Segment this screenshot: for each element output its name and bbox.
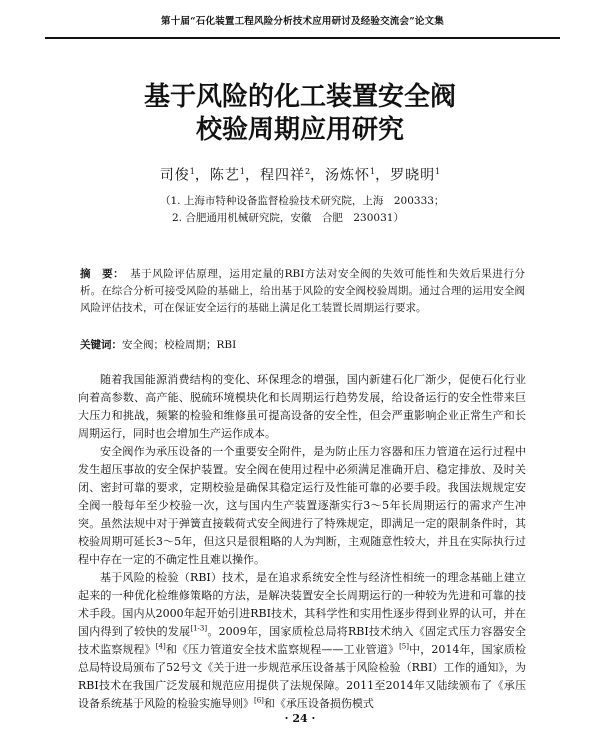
author-sep: ， xyxy=(194,167,210,184)
abstract xyxy=(80,266,525,317)
author-affil-mark: 1 xyxy=(189,167,195,176)
affiliation-2: 2. 合肥通用机械研究院，安徽 合肥 230031） xyxy=(172,212,404,224)
author-sep: ， xyxy=(244,167,260,184)
author-name: 陈艺 xyxy=(209,167,240,184)
author-name: 罗晓明 xyxy=(390,167,436,184)
author-sep: ， xyxy=(375,167,391,184)
page-number: · 24 · xyxy=(284,712,316,725)
citation-ref: [4] xyxy=(155,642,166,651)
citation-ref: [6] xyxy=(254,696,264,705)
paragraph-text: 基于风险的检验（RBI）技术，是在追求系统安全性与经济性相统一的理念基础上建立起来的一种优化检维修策略的方法，是解决装置安全长周期运行的一种较为先进和可靠的技术手段。国内从2000年起开始引进RBI技术，其科学性和实用性逐步得到业界的认可，并在国内得到了较快的发展 xyxy=(78,571,526,638)
author-affil-mark: 1 xyxy=(435,167,441,176)
running-header: 第十届“石化装置工程风险分析技术应用研讨及经验交流会”论文集 xyxy=(161,16,444,27)
keywords-label: 关键词： xyxy=(80,339,122,351)
keywords xyxy=(80,338,525,352)
author-name: 汤炼怀 xyxy=(325,167,371,184)
author-affil-mark: 1 xyxy=(370,167,376,176)
paragraph-text: 。2009年，国家质检总局将RBI技术纳入《固定式压力容器安全技术监察规程》 xyxy=(78,625,526,656)
author-list xyxy=(100,163,500,185)
abstract-label: 摘 要： xyxy=(80,268,125,280)
affiliation-1: （1. 上海市特种设备监督检验技术研究院，上海 200333； xyxy=(160,195,445,207)
citation-ref: [5] xyxy=(399,642,409,651)
paragraph: 随着我国能源消费结构的变化、环保理念的增强，国内新建石化厂渐少，促使石化行业向着高参数、高产能、脱硫环境模块化和长周期运行趋势发展，给设备运行的安全性带来巨大压力和挑战，频繁的检验和维修虽可提高设备的安全性，但会严重影响企业正常生产和长周期运行，同时也会增加生产运作成本。 xyxy=(78,373,526,440)
paragraph xyxy=(78,569,526,713)
author-affil-mark: 2 xyxy=(304,167,311,176)
author-affil-mark: 1 xyxy=(239,167,245,176)
abstract-text: 基于风险评估原理，运用定量的RBI方法对安全阀的失效可能性和失效后果进行分析。在综合分析可接受风险的基础上，给出基于风险的安全阀校验周期。通过合理的运用安全阀风险评估技术，可在保证安全运行的基础上满足化工装置长周期运行要求。 xyxy=(80,268,525,314)
body-text xyxy=(78,371,526,713)
title-line-1: 基于风险的化工装置安全阀 xyxy=(143,82,456,112)
paper-title xyxy=(70,81,530,147)
paragraph-text: 和《压力管道安全技术监察规程——工业管道》 xyxy=(165,643,400,656)
title-line-2: 校验周期应用研究 xyxy=(195,115,404,145)
paragraph: 安全阀作为承压设备的一个重要安全附件，是为防止压力容器和压力管道在运行过程中发生超压事故的安全保护装置。安全阀在使用过程中必须满足准确开启、稳定排放、及时关闭、密封可靠的要求，定期校验是确保其稳定运行及性能可靠的必要手段。我国法规规定安全阀一般每年至少校验一次，这与国内生产装置逐渐实行3～5年长周期运行的需求产生冲突。虽然法规中对于弹簧直接载荷式安全阀进行了特殊规定，即满足一定的限制条件时，其校验周期可延长3～5年，但这只是很粗略的人为判断，主观随意性较大，并且在实际执行过程中存在一定的不确定性且难以操作。 xyxy=(78,445,526,566)
paragraph-text: 中，2014年，国家质检总局特设局颁布了52号文《关于进一步规范承压设备基于风险检验（RBI）工作的通知》，为RBI技术在我国广泛发展和规范应用提供了法规保障。2011至2014年又陆续颁布了《承压设备系统基于风险的检验实施导则》 xyxy=(78,643,527,710)
author-sep: ， xyxy=(310,167,326,184)
paragraph-text: 和《承压设备损伤模式 xyxy=(263,697,374,710)
author-name: 程四祥 xyxy=(259,167,305,184)
citation-ref: [1-3] xyxy=(190,624,208,633)
keywords-text: 安全阀；校检周期；RBI xyxy=(122,339,237,351)
author-name: 司俊 xyxy=(159,167,190,184)
header-rule xyxy=(45,37,560,39)
